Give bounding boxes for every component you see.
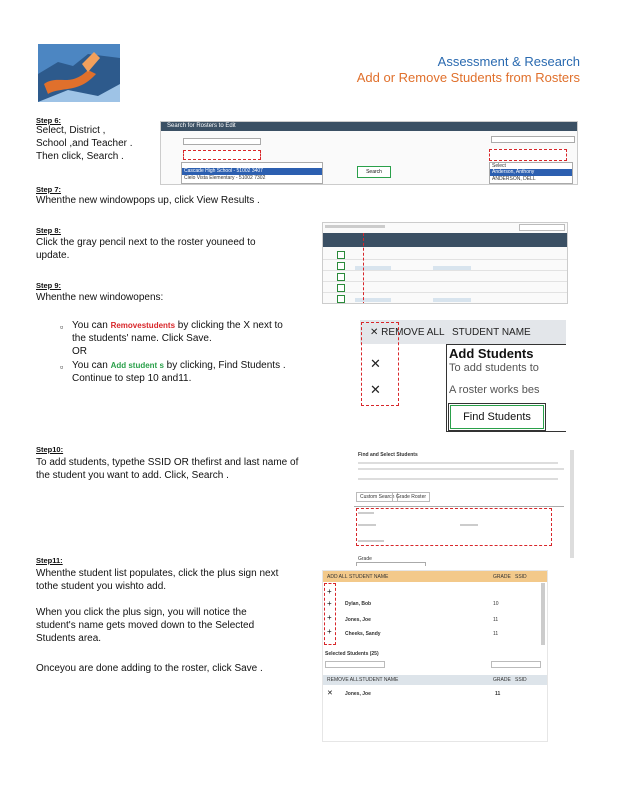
remove-students-text: Removestudents <box>110 321 176 330</box>
header-title: Assessment & Research <box>437 54 580 69</box>
student-name: Jones, Joe <box>345 617 371 623</box>
step11-label: Step11: <box>36 556 63 565</box>
selected-grade-col: GRADE <box>493 677 511 683</box>
teacher-option[interactable]: ANDERSON, DELL <box>492 176 536 182</box>
plus-icon[interactable]: + <box>327 627 332 636</box>
remove-x-icon[interactable]: ✕ <box>327 690 333 697</box>
step11-line2: tothe student you wishto add. <box>36 581 167 592</box>
search-button[interactable]: Search <box>357 166 391 178</box>
teacher-option-selected[interactable]: Anderson, Anthony <box>490 169 572 176</box>
step11-para2-line2: student's name gets moved down to the Selected <box>36 620 255 631</box>
search-screenshot <box>160 121 578 185</box>
find-students-screenshot <box>352 446 578 566</box>
step10-line2: the student you want to add. Click, Search . <box>36 470 229 481</box>
remove-x-icon[interactable]: ✕ <box>370 356 381 371</box>
student-grade: 11 <box>493 631 499 637</box>
student-list-screenshot <box>322 570 548 742</box>
or-text: OR <box>72 346 87 357</box>
remove-all-link[interactable]: REMOVE ALL <box>381 327 445 338</box>
student-grade: 10 <box>493 601 499 607</box>
teacher-option[interactable]: Select <box>492 163 506 169</box>
student-name: Cheeks, Sandy <box>345 631 381 637</box>
school-select[interactable] <box>183 150 261 160</box>
step7-text: Whenthe new windowpops up, click View Results . <box>36 195 260 206</box>
add-students-heading: Add Students <box>449 346 534 361</box>
selected-ssid-col: SSID <box>515 677 527 683</box>
dropdown-option[interactable]: Cielo Vista Elementary - 51002 7302 <box>184 175 266 181</box>
selected-name-col: STUDENT NAME <box>359 677 399 683</box>
step6-line2: School ,and Teacher . <box>36 138 133 149</box>
step11-line1: Whenthe student list populates, click the plus sign next <box>36 568 279 579</box>
edit-pencil-icon[interactable] <box>337 284 345 292</box>
find-students-button[interactable]: Find Students <box>450 405 544 429</box>
step9-label: Step 9: <box>36 281 62 290</box>
student-name: Dylan, Bob <box>345 601 372 607</box>
view-mode-select[interactable] <box>491 136 575 143</box>
step6-line1: Select, District , <box>36 125 106 136</box>
student-name-col: STUDENT NAME <box>349 574 389 580</box>
step6-label: Step 6: <box>36 116 62 125</box>
selected-student-name: Jones, Joe <box>345 691 371 697</box>
grade-label: Grade <box>358 556 372 562</box>
edit-pencil-icon[interactable] <box>337 295 345 303</box>
district-select[interactable] <box>183 138 261 145</box>
step11-para2-line1: When you click the plus sign, you will notice the <box>36 607 247 618</box>
filter-input[interactable] <box>491 661 541 668</box>
header-subtitle: Add or Remove Students from Rosters <box>356 70 580 85</box>
bullet1-text: You can <box>72 320 111 331</box>
student-grade: 11 <box>493 617 499 623</box>
close-icon: ✕ <box>370 327 379 338</box>
step9-bullet2 <box>72 360 286 373</box>
step10-line1: To add students, typethe SSID OR thefirst and last name of <box>36 457 299 468</box>
teacher-select[interactable] <box>489 149 567 161</box>
bullet-icon: ▫ <box>60 322 64 332</box>
remove-x-icon[interactable]: ✕ <box>370 382 381 397</box>
step10-label: Step10: <box>36 445 64 454</box>
search-panel-title: Search for Rosters to Edit <box>161 122 577 131</box>
grade-col: GRADE <box>493 574 511 580</box>
step8-line1: Click the gray pencil next to the roster youneed to <box>36 237 256 248</box>
step7-label: Step 7: <box>36 185 62 194</box>
tab-custom-search[interactable]: Custom Search <box>356 492 398 502</box>
step9-text: Whenthe new windowopens: <box>36 292 164 303</box>
student-name-header: STUDENT NAME <box>452 327 531 338</box>
plus-icon[interactable]: + <box>327 587 332 596</box>
ssid-col: SSID <box>515 574 527 580</box>
roster-hint: A roster works bes <box>449 384 540 396</box>
plus-icon[interactable]: + <box>327 613 332 622</box>
plus-icon[interactable]: + <box>327 599 332 608</box>
add-students-hint: To add students to <box>449 362 539 374</box>
step6-line3: Then click, Search . <box>36 151 124 162</box>
edit-pencil-icon[interactable] <box>337 251 345 259</box>
remove-add-screenshot <box>360 320 566 432</box>
step9-bullet1 <box>72 320 283 333</box>
bullet1-line2: the students' name. Click Save. <box>72 333 212 344</box>
step11-para2-line3: Students area. <box>36 633 102 644</box>
bullet-icon: ▫ <box>60 362 64 372</box>
bullet2-text: You can <box>72 360 111 371</box>
selected-student-grade: 11 <box>495 691 501 697</box>
logo-image <box>38 44 120 102</box>
step11-para3: Onceyou are done adding to the roster, click Save . <box>36 663 263 674</box>
add-students-text: Add student s <box>110 361 164 370</box>
step8-line2: update. <box>36 250 70 261</box>
edit-pencil-icon[interactable] <box>337 273 345 281</box>
bullet1-text-end: by clicking the X next to <box>175 320 283 331</box>
edit-pencil-icon[interactable] <box>337 262 345 270</box>
records-select[interactable] <box>325 661 385 668</box>
bullet2-line2: Continue to step 10 and11. <box>72 373 192 384</box>
tab-grade-roster[interactable]: Grade Roster <box>392 492 430 502</box>
selected-students-title: Selected Students (25) <box>325 651 379 657</box>
step8-label: Step 8: <box>36 226 62 235</box>
remove-all-link[interactable]: REMOVE ALL <box>327 677 359 683</box>
add-all-link[interactable]: ADD ALL <box>327 574 348 580</box>
bullet2-text-end: by clicking, Find Students . <box>163 360 286 371</box>
find-panel-title: Find and Select Students <box>358 452 418 458</box>
dropdown-selected[interactable]: Cascade High School - 51002 3407 <box>182 168 322 175</box>
roster-table-screenshot <box>322 222 568 304</box>
